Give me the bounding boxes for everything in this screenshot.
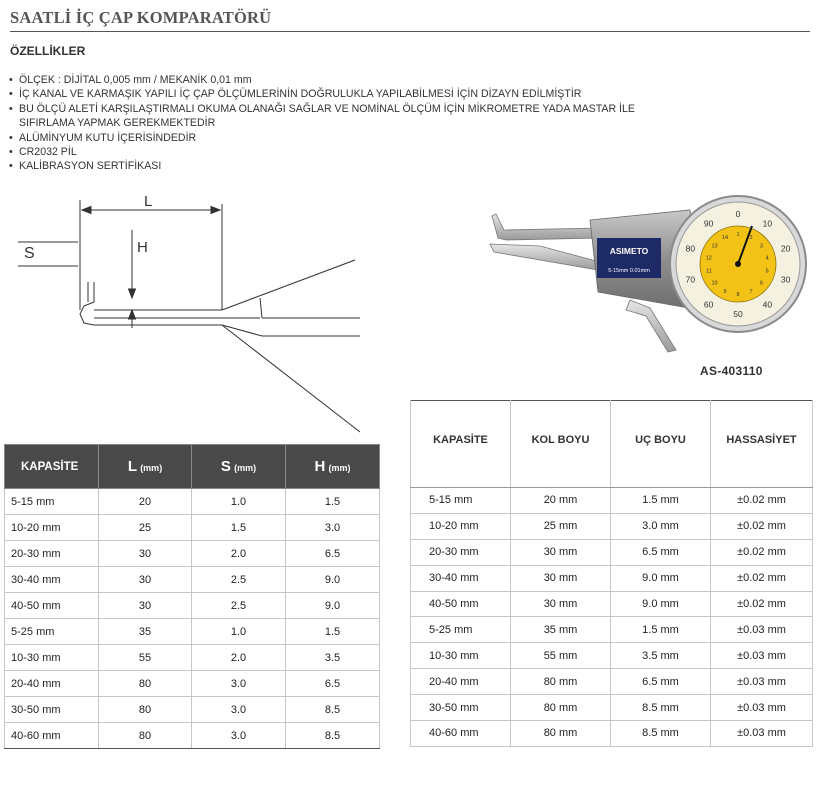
cell-l: 55: [99, 645, 192, 671]
table-row: [5, 541, 380, 567]
cell-h: 9.0: [286, 593, 380, 619]
cell-s: 3.0: [192, 697, 286, 723]
cell-kol-boyu: 80 mm: [511, 669, 611, 695]
inner-dial-number: 6: [759, 280, 764, 287]
inner-dial-number: 13: [711, 243, 718, 250]
cell-l: 25: [99, 515, 192, 541]
table-row: [5, 619, 380, 645]
cell-h: 3.0: [286, 515, 380, 541]
cell-s: 2.5: [192, 593, 286, 619]
column-header-kapasite: KAPASİTE: [5, 445, 99, 489]
table-row: [411, 721, 813, 747]
column-header-hassasiyet: HASSASİYET: [711, 401, 813, 488]
inner-dial-number: 11: [705, 268, 712, 275]
table-row: [411, 617, 813, 643]
cell-kapasite: 5-15 mm: [411, 488, 511, 514]
inner-dial-number: 4: [765, 255, 769, 262]
features-list: [8, 73, 648, 174]
cell-kol-boyu: 80 mm: [511, 695, 611, 721]
brand-label: [597, 238, 661, 278]
table-row: [411, 513, 813, 539]
cell-kapasite: 5-15 mm: [5, 489, 99, 515]
cell-kapasite: 20-40 mm: [411, 669, 511, 695]
feature-item: • ALÜMİNYUM KUTU İÇERİSİNDEDİR: [8, 131, 648, 145]
cell-kapasite: 20-40 mm: [5, 671, 99, 697]
cell-uc-boyu: 9.0 mm: [611, 565, 711, 591]
dial-number: 90: [703, 218, 714, 229]
cell-kol-boyu: 30 mm: [511, 591, 611, 617]
cell-hassasiyet: ±0.02 mm: [711, 591, 813, 617]
cell-kapasite: 30-50 mm: [411, 695, 511, 721]
cell-hassasiyet: ±0.03 mm: [711, 669, 813, 695]
table-row: [411, 695, 813, 721]
cell-hassasiyet: ±0.03 mm: [711, 643, 813, 669]
dial-number: 60: [703, 299, 714, 310]
inner-dial-number: 10: [711, 280, 718, 287]
cell-uc-boyu: 9.0 mm: [611, 591, 711, 617]
table-header-row: [5, 445, 380, 489]
table-row: [5, 671, 380, 697]
column-header-kol-boyu: KOL BOYU: [511, 401, 611, 488]
table-row: [411, 591, 813, 617]
cell-s: 1.0: [192, 489, 286, 515]
cell-h: 3.5: [286, 645, 380, 671]
inner-dial-number: 12: [705, 255, 712, 262]
inner-dial-number: 8: [736, 292, 740, 298]
dial-number: 80: [685, 243, 696, 254]
diagram-lines: [18, 200, 360, 432]
cell-kapasite: 30-40 mm: [5, 567, 99, 593]
feature-item: • ÖLÇEK : DİJİTAL 0,005 mm / MEKANİK 0,01 mm: [8, 73, 648, 87]
cell-l: 80: [99, 671, 192, 697]
cell-kapasite: 10-20 mm: [411, 513, 511, 539]
cell-kapasite: 10-20 mm: [5, 515, 99, 541]
cell-kapasite: 10-30 mm: [5, 645, 99, 671]
table-row: [5, 645, 380, 671]
label-s: S: [24, 245, 35, 262]
dial-number: 10: [762, 218, 773, 229]
cell-s: 1.0: [192, 619, 286, 645]
inner-dial-number: 14: [721, 235, 729, 241]
cell-kol-boyu: 30 mm: [511, 565, 611, 591]
cell-kol-boyu: 80 mm: [511, 721, 611, 747]
cell-hassasiyet: ±0.02 mm: [711, 565, 813, 591]
feature-item: • BU ÖLÇÜ ALETİ KARŞILAŞTIRMALI OKUMA OLANAĞI SAĞLAR VE NOMİNAL ÖLÇÜM İÇİN MİKROMETRE YADA MASTAR İLE SIFIRLAMA YAPMAK GEREKMEKTEDİR: [8, 102, 648, 131]
label-h: H: [137, 239, 148, 256]
cell-hassasiyet: ±0.03 mm: [711, 695, 813, 721]
cell-uc-boyu: 3.5 mm: [611, 643, 711, 669]
column-header-uc-boyu: UÇ BOYU: [611, 401, 711, 488]
cell-kol-boyu: 55 mm: [511, 643, 611, 669]
feature-item: • CR2032 PİL: [8, 145, 648, 159]
cell-hassasiyet: ±0.02 mm: [711, 513, 813, 539]
inner-dial-number: 5: [765, 268, 769, 275]
cell-s: 2.0: [192, 645, 286, 671]
column-header-s: S (mm): [192, 445, 286, 489]
table-row: [5, 723, 380, 749]
cell-kapasite: 30-40 mm: [411, 565, 511, 591]
dimension-diagram: [0, 190, 380, 440]
cell-uc-boyu: 6.5 mm: [611, 539, 711, 565]
cell-h: 9.0: [286, 567, 380, 593]
cell-kapasite: 30-50 mm: [5, 697, 99, 723]
cell-kapasite: 10-30 mm: [411, 643, 511, 669]
cell-hassasiyet: ±0.03 mm: [711, 617, 813, 643]
cell-uc-boyu: 6.5 mm: [611, 669, 711, 695]
range-text: 5-15mm 0.01mm: [608, 268, 650, 274]
dial-number: 50: [733, 309, 743, 319]
page-title: SAATLİ İÇ ÇAP KOMPARATÖRÜ: [10, 8, 272, 27]
cell-kol-boyu: 30 mm: [511, 539, 611, 565]
inner-dial-number: 3: [759, 243, 764, 250]
cell-hassasiyet: ±0.02 mm: [711, 488, 813, 514]
cell-uc-boyu: 8.5 mm: [611, 721, 711, 747]
cell-uc-boyu: 1.5 mm: [611, 488, 711, 514]
cell-s: 3.0: [192, 723, 286, 749]
column-header-h: H (mm): [286, 445, 380, 489]
title-divider: [10, 31, 810, 32]
feature-item: • KALİBRASYON SERTİFİKASI: [8, 159, 648, 173]
cell-kapasite: 40-50 mm: [411, 591, 511, 617]
table-header-row: [411, 401, 813, 488]
cell-h: 1.5: [286, 489, 380, 515]
label-l: L: [144, 193, 153, 210]
dial-gauge: [670, 196, 806, 332]
cell-l: 80: [99, 697, 192, 723]
cell-hassasiyet: ±0.03 mm: [711, 721, 813, 747]
cell-kapasite: 5-25 mm: [5, 619, 99, 645]
table-row: [411, 643, 813, 669]
table-row: [5, 515, 380, 541]
column-header-kapasite: KAPASİTE: [411, 401, 511, 488]
inner-dial-number: 2: [749, 235, 753, 241]
cell-kapasite: 20-30 mm: [5, 541, 99, 567]
cell-kapasite: 40-60 mm: [411, 721, 511, 747]
cell-l: 30: [99, 567, 192, 593]
brand-text: ASIMETO: [609, 246, 649, 256]
dial-number: 40: [762, 299, 773, 310]
cell-h: 8.5: [286, 697, 380, 723]
cell-l: 30: [99, 541, 192, 567]
table-row: [411, 565, 813, 591]
cell-uc-boyu: 1.5 mm: [611, 617, 711, 643]
dial-number: 20: [780, 243, 791, 254]
dimension-table: [4, 444, 380, 749]
cell-h: 8.5: [286, 723, 380, 749]
cell-s: 1.5: [192, 515, 286, 541]
cell-kol-boyu: 35 mm: [511, 617, 611, 643]
inner-dial-number: 7: [749, 289, 753, 295]
column-header-l: L (mm): [99, 445, 192, 489]
table-row: [5, 489, 380, 515]
cell-h: 6.5: [286, 541, 380, 567]
product-code: AS-403110: [700, 364, 763, 378]
inner-dial-number: 9: [723, 289, 727, 295]
cell-kapasite: 40-50 mm: [5, 593, 99, 619]
feature-item: • İÇ KANAL VE KARMAŞIK YAPILI İÇ ÇAP ÖLÇÜMLERİNİN DOĞRULUKLA YAPILABİLMESİ İÇİN DİZAYN EDİLMİŞTİR: [8, 87, 648, 101]
cell-kapasite: 5-25 mm: [411, 617, 511, 643]
cell-uc-boyu: 8.5 mm: [611, 695, 711, 721]
cell-l: 35: [99, 619, 192, 645]
cell-kol-boyu: 20 mm: [511, 488, 611, 514]
cell-l: 80: [99, 723, 192, 749]
cell-hassasiyet: ±0.02 mm: [711, 539, 813, 565]
dial-number: 30: [780, 274, 791, 285]
table-row: [411, 669, 813, 695]
cell-s: 2.5: [192, 567, 286, 593]
dial-number: 0: [735, 209, 741, 219]
features-heading: ÖZELLİKLER: [10, 44, 86, 58]
cell-l: 30: [99, 593, 192, 619]
cell-h: 6.5: [286, 671, 380, 697]
product-image: [480, 180, 820, 360]
specification-table: [410, 400, 813, 747]
cell-kapasite: 20-30 mm: [411, 539, 511, 565]
cell-kol-boyu: 25 mm: [511, 513, 611, 539]
dial-number: 70: [685, 274, 696, 285]
cell-kapasite: 40-60 mm: [5, 723, 99, 749]
table-row: [5, 567, 380, 593]
table-row: [411, 539, 813, 565]
cell-h: 1.5: [286, 619, 380, 645]
table-row: [5, 697, 380, 723]
cell-s: 2.0: [192, 541, 286, 567]
table-row: [5, 593, 380, 619]
inner-dial-number: 1: [736, 232, 740, 238]
cell-uc-boyu: 3.0 mm: [611, 513, 711, 539]
cell-s: 3.0: [192, 671, 286, 697]
table-row: [411, 488, 813, 514]
cell-l: 20: [99, 489, 192, 515]
